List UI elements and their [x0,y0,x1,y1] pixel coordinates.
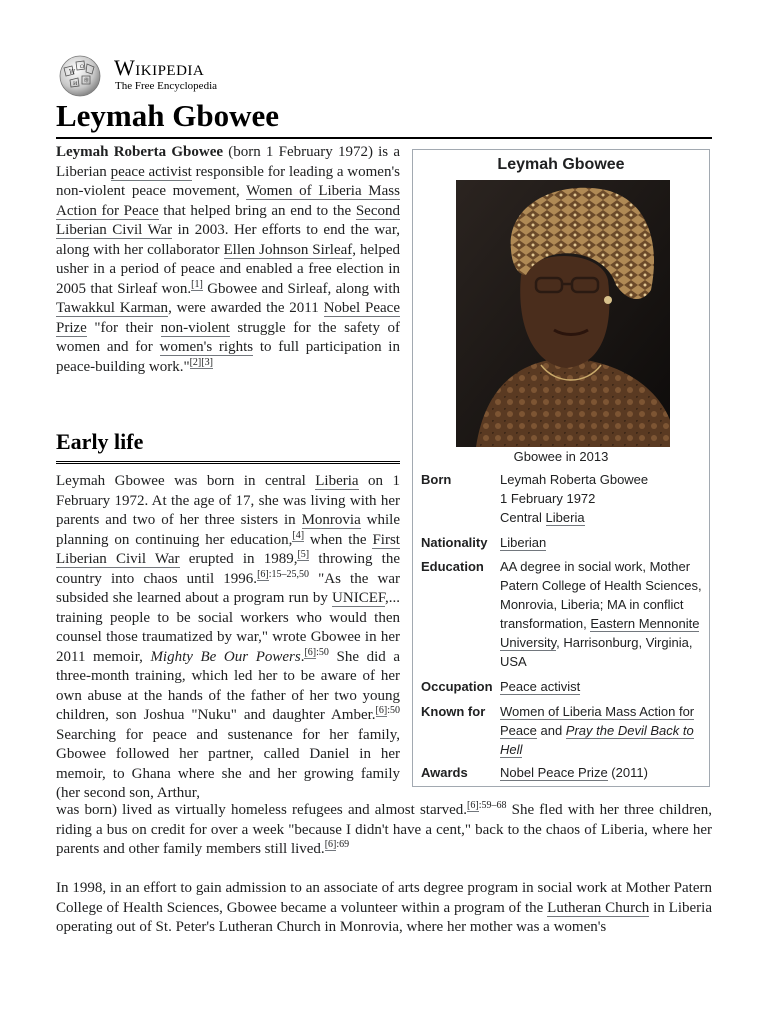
link-monrovia[interactable]: Monrovia [301,512,361,528]
link-occupation-peace-activist[interactable]: Peace activist [500,679,581,694]
reference-5[interactable]: [5] [297,549,310,560]
link-women-of-liberia-mass-action[interactable]: Women of Liberia Mass Action for Peace [56,183,400,219]
infobox-label-occupation: Occupation [421,679,493,694]
reference-6-d[interactable]: [6]:59–68 [467,800,507,811]
early-life-paragraph-2: In 1998, in an effort to gain admission to an associate of arts degree program in social work at Mother Patern College of Health Sciences, Gbowee became a volunteer within a program of the Lutheran Church in Liberia operating out of St. Peter's Lutheran Church in Monrovia, where her mother was a women's [56,880,712,935]
infobox-value-education: AA degree in social work, Mother Patern College of Health Sciences, Monrovia, Liberia; MA in conflict transformation, Eastern Mennonite University, Harrisonburg, Virginia, USA [500,559,702,669]
reference-6-b[interactable]: [6]:50 [304,646,329,658]
link-first-liberian-civil-war[interactable]: First Liberian Civil War [56,531,400,567]
infobox-title: Leymah Gbowee [497,156,625,173]
infobox-label-awards: Awards [421,765,468,780]
link-unicef[interactable]: UNICEF [332,590,385,606]
svg-text:维: 维 [84,78,90,84]
reference-2[interactable]: [2] [189,356,202,368]
link-lutheran-church[interactable]: Lutheran Church [547,899,650,916]
reference-4[interactable]: [4] [292,529,305,541]
wikipedia-tagline: The Free Encyclopedia [115,80,218,92]
link-known-women-of-liberia[interactable]: Women of Liberia Mass Action for Peace [500,704,695,738]
infobox-value-known-for: Women of Liberia Mass Action for Peace and Pray the Devil Back to Hell [500,704,695,757]
link-peace-activist[interactable]: peace activist [110,163,192,180]
infobox-label-education: Education [421,559,484,574]
reference-6-e[interactable]: [6]:69 [324,839,350,850]
portrait-illustration [456,180,670,447]
section-heading-early-life: Early life [56,428,400,464]
page-title: Leymah Gbowee [56,96,712,139]
svg-text:И: И [73,81,78,87]
link-nationality-liberian[interactable]: Liberian [500,535,547,550]
intro-paragraph: Leymah Roberta Gbowee (born 1 February 1972) is a Liberian peace activist responsible for leading a women's non-violent peace movement, Women of Liberia Mass Action for Peace that helped bring an end to the Second Liberian Civil War in 2003. Her efforts to end the war, along with her collaborator Ellen Johnson Sirleaf, helped usher in a period of peace and enabled a free election in 2005 that Sirleaf won.[1] Gbowee and Sirleaf, along with Tawakkul Karman, were awarded the 2011 Nobel Peace Prize "for their non-violent struggle for the safety of women and for women's rights to full participation in peace-building work."[2][3] [56,144,400,375]
link-eastern-mennonite-university[interactable]: Eastern Mennonite University [500,616,700,650]
link-pray-the-devil-back-to-hell[interactable]: Pray the Devil Back to Hell [500,723,694,757]
reference-3[interactable]: [3] [201,356,213,368]
link-non-violent[interactable]: non-violent [160,319,230,336]
subject-name: Leymah Roberta Gbowee [56,144,224,160]
link-womens-rights[interactable]: women's rights [159,339,254,355]
infobox-value-born: Leymah Roberta Gbowee 1 February 1972 Central Liberia [500,472,649,525]
reference-1[interactable]: [1] [191,278,203,290]
link-second-liberian-civil-war[interactable]: Second Liberian Civil War [56,202,400,238]
reference-6-a[interactable]: [6]:15–25,50 [257,568,310,580]
link-liberia[interactable]: Liberia [315,473,359,489]
svg-text:Ω: Ω [80,64,85,70]
infobox-label-nationality: Nationality [421,535,488,550]
link-nobel-peace-prize[interactable]: Nobel Peace Prize [56,300,400,336]
reference-6-c[interactable]: [6]:50 [375,705,400,716]
infobox-label-born: Born [421,472,452,487]
photo-caption: Gbowee in 2013 [513,449,609,464]
portrait-photo[interactable] [456,180,670,447]
wikipedia-globe-logo-icon[interactable] [56,54,104,98]
early-life-paragraph-1-continued: was born) lived as virtually homeless refugees and almost starved.$^{[6]:59-68}$ She fled with her three children, riding a bus on credit for over a week "because I didn't have a cent," back to the chaos of Liberia, where her parents and other family members still lived.$^{[6]:69}$ [56,800,713,857]
link-born-liberia[interactable]: Liberia [545,510,585,525]
link-ellen-johnson-sirleaf[interactable]: Ellen Johnson Sirleaf [223,241,353,258]
link-awards-nobel-peace-prize[interactable]: Nobel Peace Prize [500,765,608,780]
infobox-label-known-for: Known for [421,704,486,719]
wikipedia-wordmark[interactable]: Wikipedia [114,55,205,80]
book-title: Mighty Be Our Powers [150,648,301,665]
svg-text:W: W [69,69,76,76]
infobox: Leymah Gbowee Gbowee in 2013 Born Leymah Roberta Gbowee 1 February 1972 Central Liberia Nationality Liberian Education AA degree in social work, Mother Patern College of Health Sciences, Monrovia, Liberia; MA in conflict transformation, Eastern Mennonite University, Harrisonburg, Virginia, USA Occupation Peace activist Known for Women of Liberia Mass Action for Peace and Pray the Devil Back to Hell Awards Nobel Peace Prize (2011) [412,149,710,787]
link-tawakkul-karman[interactable]: Tawakkul Karman [56,300,169,316]
early-life-paragraph-1: Leymah Gbowee was born in central Liberia on 1 February 1972. At the age of 17, she was living with her parents and two of her three sisters in Monrovia while planning on continuing her education,[4] when the First Liberian Civil War erupted in 1989,[5] throwing the country into chaos until 1996.$^{[6]:15-25,50}$ "As the war subsided she learned about a program run by UNICEF,... training people to be social workers who would then counsel those traumatized by war," wrote Gbowee in her 2011 memoir, Mighty Be Our Powers.$^{[6]:50}$ She did a three-month training, which led her to be aware of her own abuse at the hands of the father of her two young children, son Joshua "Nuku" and daughter Amber.$^{[6]:50}$ Searching for peace and sustenance for her family, Gbowee followed her partner, called Daniel in her memoir, to Ghana where she and her growing family (her second son, Arthur, [56,473,401,801]
